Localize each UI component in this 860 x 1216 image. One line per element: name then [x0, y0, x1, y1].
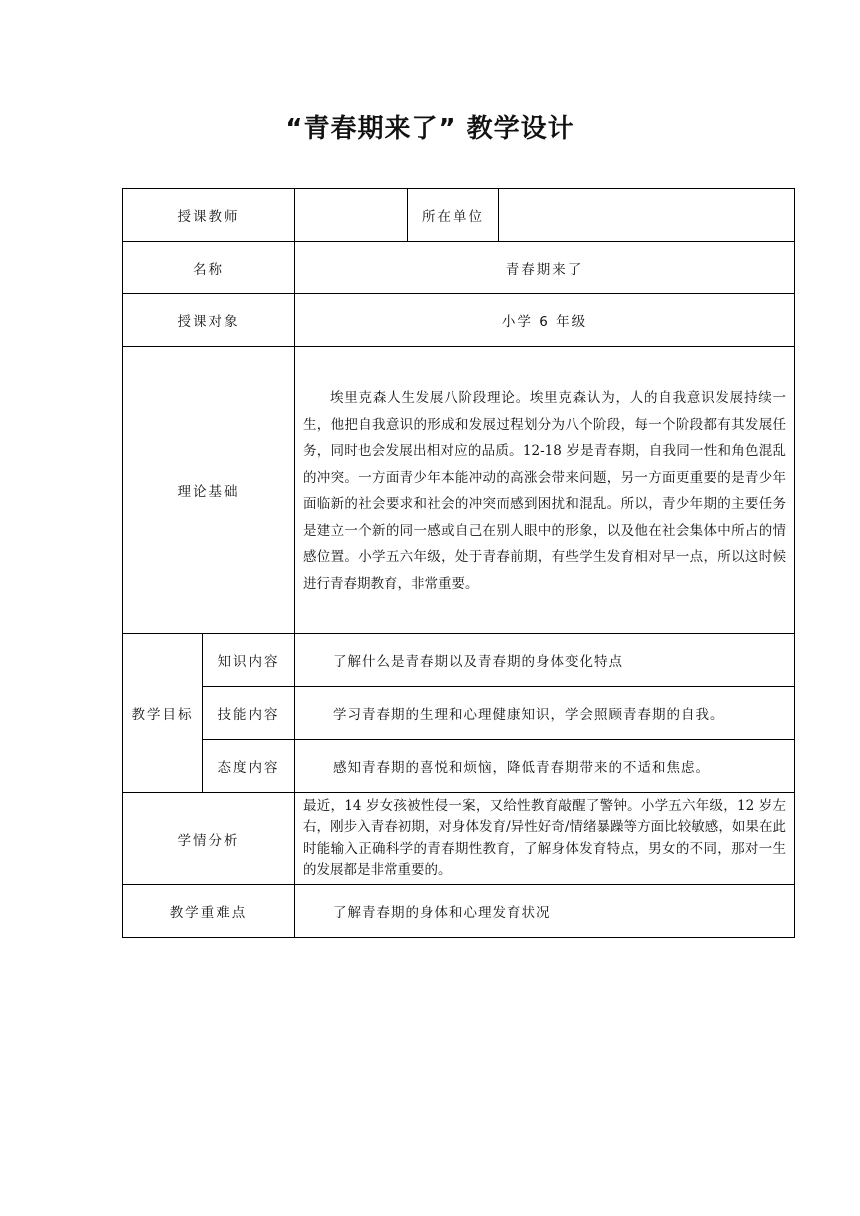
document-title: “青春期来了” 教学设计 — [285, 114, 575, 144]
attitude-value: 感知青春期的喜悦和烦恼，降低青春期带来的不适和焦虑。 — [295, 740, 795, 793]
attitude-label: 态度内容 — [203, 740, 295, 793]
theory-label: 理论基础 — [123, 347, 295, 634]
teacher-value — [295, 189, 408, 242]
table-row-knowledge — [123, 634, 795, 687]
keypoint-label: 教学重难点 — [123, 885, 295, 938]
analysis-text: 最近，14 岁女孩被性侵一案，又给性教育敲醒了警钟。小学五六年级，12 岁左右，刚步入青春初期，对身体发育/异性好奇/情绪暴躁等方面比较敏感，如果在此时能输入正确科学的青春期性教育，了解身体发育特点，男女的不同，那对一生的发展都是非常重要的。 — [295, 793, 795, 885]
table-row-teacher — [123, 189, 795, 242]
name-value: 青春期来了 — [295, 242, 795, 294]
keypoint-value: 了解青春期的身体和心理发育状况 — [295, 885, 795, 938]
unit-value — [499, 189, 795, 242]
audience-label: 授课对象 — [123, 294, 295, 347]
table-row-keypoint — [123, 885, 795, 938]
theory-text: 埃里克森人生发展八阶段理论。埃里克森认为，人的自我意识发展持续一生，他把自我意识的形成和发展过程划分为八个阶段，每一个阶段都有其发展任务，同时也会发展出相对应的品质。12-18 岁是青春期，自我同一性和角色混乱的冲突。一方面青少年本能冲动的高涨会带来问题，另一方面更重要的是青少年面临新的社会要求和社会的冲突而感到困扰和混乱。所以，青少年期的主要任务是建立一个新的同一感或自己在别人眼中的形象，以及他在社会集体中所占的情感位置。小学五六年级，处于青春前期，有些学生发育相对早一点，所以这时候进行青春期教育，非常重要。 — [295, 347, 795, 634]
unit-label: 所在单位 — [408, 189, 499, 242]
skill-label: 技能内容 — [203, 687, 295, 740]
goals-label: 教学目标 — [123, 634, 203, 793]
table-row-audience — [123, 294, 795, 347]
table-row-name — [123, 242, 795, 294]
teacher-label: 授课教师 — [123, 189, 295, 242]
knowledge-value: 了解什么是青春期以及青春期的身体变化特点 — [295, 634, 795, 687]
table-row-theory — [123, 347, 795, 634]
name-label: 名称 — [123, 242, 295, 294]
table-row-attitude — [123, 740, 795, 793]
analysis-label: 学情分析 — [123, 793, 295, 885]
skill-value: 学习青春期的生理和心理健康知识，学会照顾青春期的自我。 — [295, 687, 795, 740]
lesson-plan-table — [122, 188, 795, 938]
table-row-skill — [123, 687, 795, 740]
table-row-analysis — [123, 793, 795, 885]
knowledge-label: 知识内容 — [203, 634, 295, 687]
audience-value: 小学 6 年级 — [295, 294, 795, 347]
